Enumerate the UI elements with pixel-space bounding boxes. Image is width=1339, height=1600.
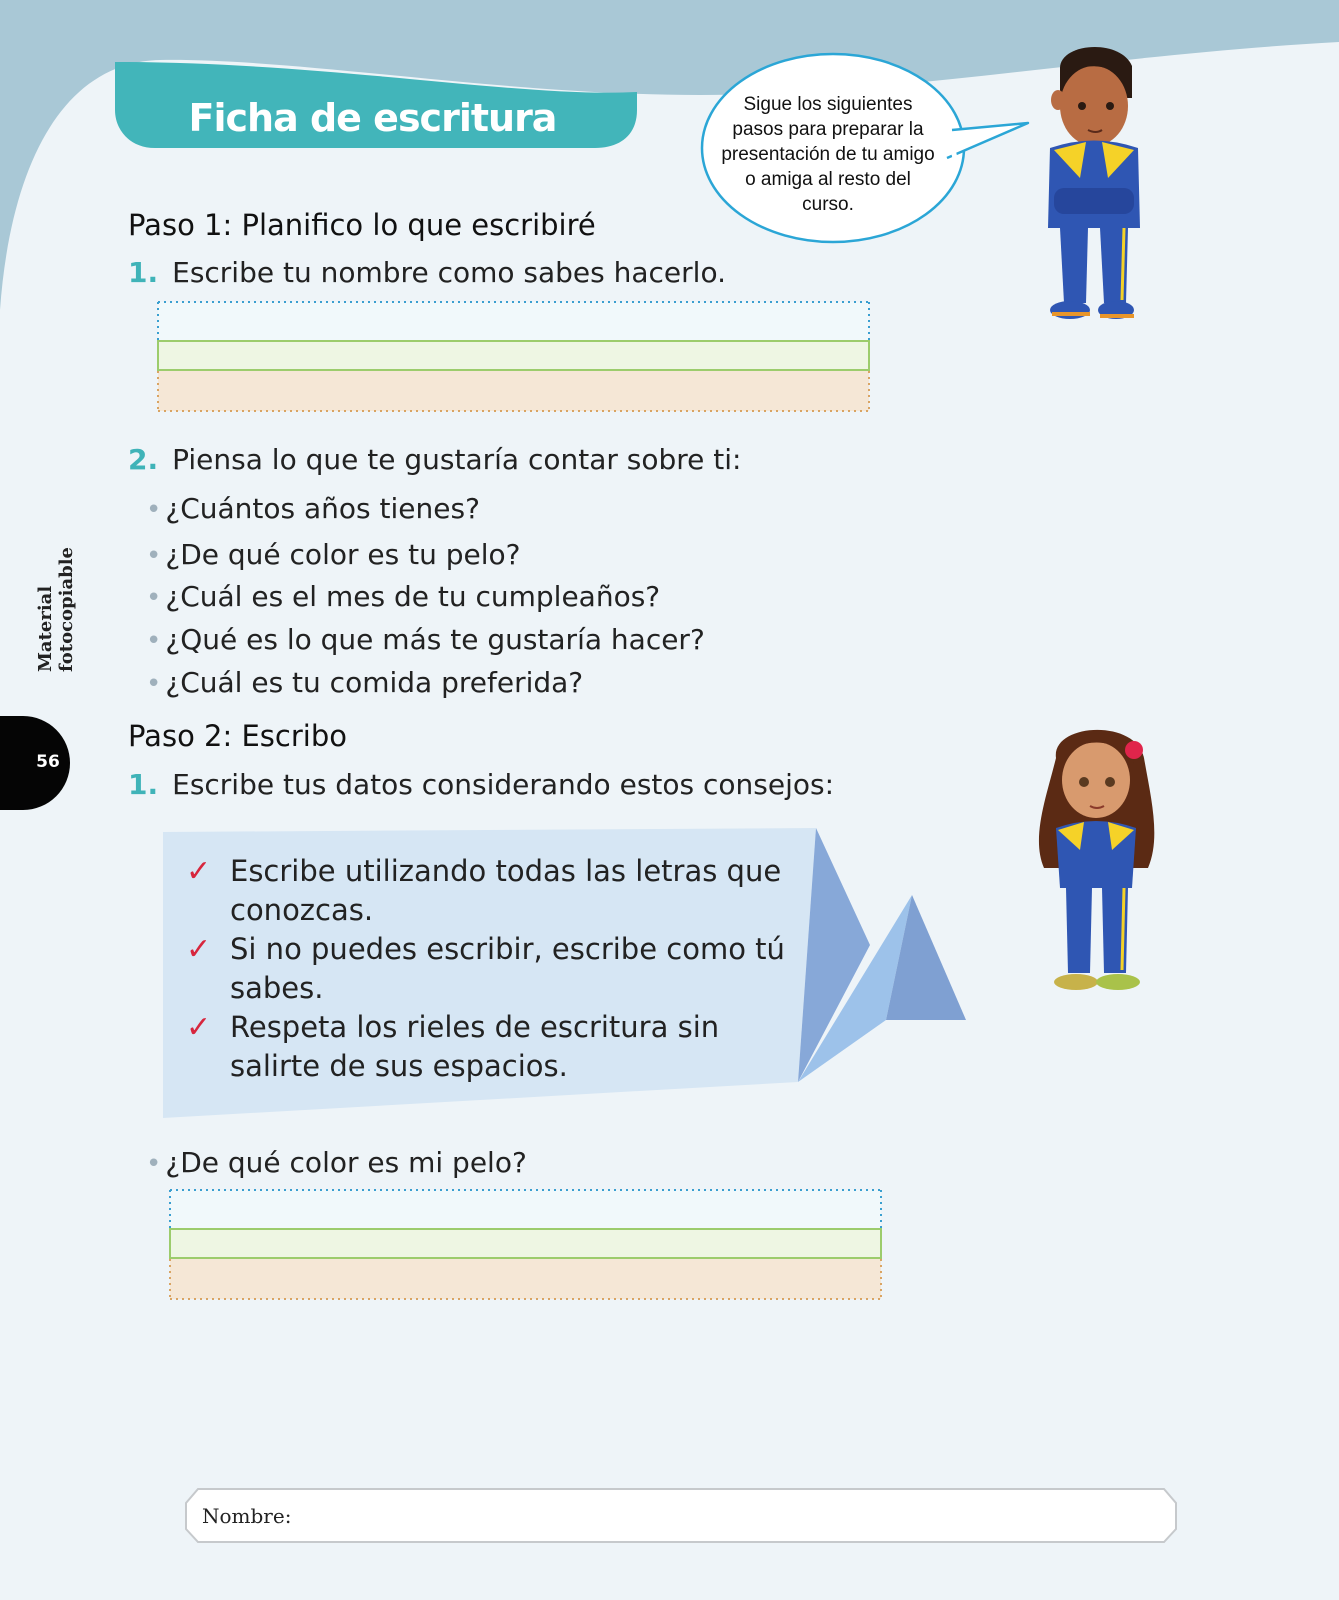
question-item: • ¿Cuántos años tienes?: [146, 492, 480, 525]
question-item: • ¿Qué es lo que más te gustaría hacer?: [146, 623, 705, 656]
step1-item2: [128, 443, 741, 476]
name-field[interactable]: [186, 1488, 1176, 1542]
tip-item: [186, 852, 790, 930]
boy-illustration: [1030, 38, 1150, 328]
tip-text: Escribe utilizando todas las letras que conozcas.: [230, 854, 782, 927]
step2-heading: [128, 719, 347, 753]
question-item: • ¿Cuál es el mes de tu cumpleaños?: [146, 580, 661, 613]
tip-text: Si no puedes escribir, escribe como tú sabes.: [230, 932, 785, 1005]
step1-heading: [128, 208, 596, 242]
item-text: Piensa lo que te gustaría contar sobre ti:: [172, 443, 742, 476]
step1-title: Planifico lo que escribiré: [241, 208, 596, 242]
item-text: Escribe tus datos considerando estos consejos:: [172, 768, 835, 801]
tip-item: [186, 930, 790, 1008]
writing-rail-hair-color[interactable]: [170, 1190, 881, 1300]
item-number: 2.: [128, 443, 159, 476]
item-number: 1.: [128, 256, 159, 289]
writing-rail-name[interactable]: [158, 302, 869, 412]
check-icon: ✓: [186, 932, 212, 967]
item-text: Escribe tu nombre como sabes hacerlo.: [172, 256, 726, 289]
question-item: • ¿Cuál es tu comida preferida?: [146, 666, 584, 699]
check-icon: ✓: [186, 854, 212, 889]
tip-text: Respeta los rieles de escritura sin salirte de sus espacios.: [230, 1010, 720, 1083]
tip-item: [186, 1008, 790, 1086]
item-number: 1.: [128, 768, 159, 801]
check-icon: ✓: [186, 1010, 212, 1045]
step1-item1: [128, 256, 726, 289]
sidebar-label: Material fotocopiable: [35, 547, 77, 672]
page-title: Ficha de escritura: [188, 96, 557, 140]
step2-title: Escribo: [241, 719, 347, 753]
step1-label: Paso 1:: [128, 208, 233, 242]
page-number: 56: [36, 752, 60, 772]
name-label: Nombre:: [202, 1504, 292, 1528]
speech-bubble-text: Sigue los siguientes pasos para preparar la presentación de tu amigo o amiga al resto del curso.: [721, 94, 935, 215]
question-item: • ¿De qué color es mi pelo?: [146, 1146, 527, 1179]
step2-label: Paso 2:: [128, 719, 233, 753]
step2-item1: [128, 768, 834, 801]
girl-illustration: [1026, 718, 1166, 1000]
question-item: • ¿De qué color es tu pelo?: [146, 538, 521, 571]
